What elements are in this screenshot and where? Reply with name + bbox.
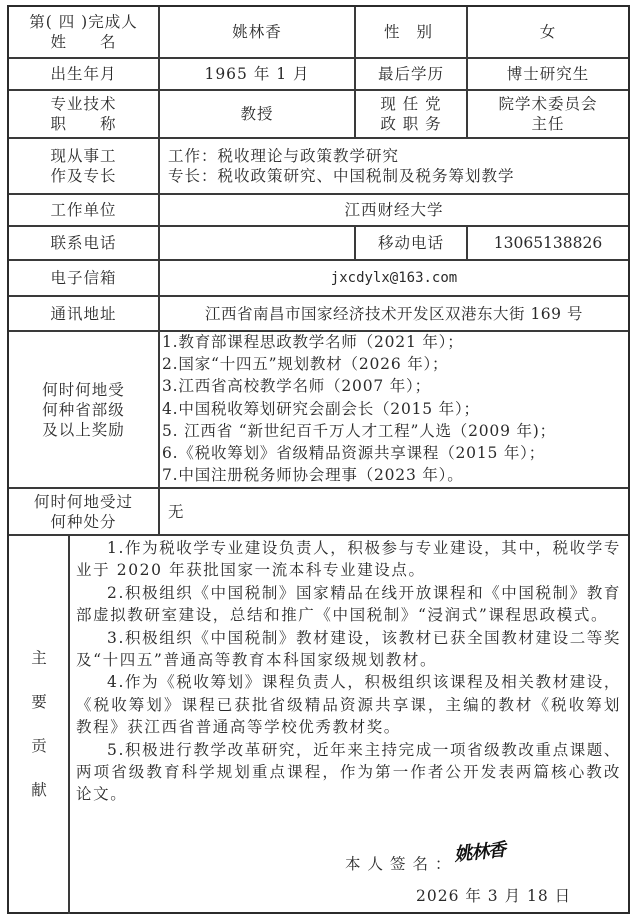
- handwritten-signature: 姚林香: [452, 839, 506, 866]
- contribution-paragraph: 3.积极组织《中国税制》教材建设，该教材已获全国教材建设二等奖及“十四五”普通高等教育本科国家级规划教材。: [76, 628, 621, 670]
- title-label: [9, 91, 158, 137]
- award-item: 3.江西省高校教学名师（2007 年）；: [162, 377, 431, 396]
- contributions-label-char: 要: [31, 693, 47, 711]
- contribution-paragraph: 2.积极组织《中国税制》国家精品在线开放课程和《中国税制》教育部虚拟教研室建设，总结和推广《中国税制》“浸润式”课程思政模式。: [76, 583, 621, 625]
- expertise-value: 专长：税收政策研究、中国税制及税务筹划教学: [168, 167, 515, 185]
- name-label-line2: 姓 名: [50, 33, 117, 51]
- phone-value: [160, 227, 354, 259]
- contributions-label: [9, 534, 69, 914]
- contributions-label-char: 主: [31, 649, 47, 667]
- awards-label-line3: 及以上奖励: [42, 420, 125, 439]
- party-position-value-line1: 院学术委员会: [498, 95, 598, 113]
- gender-label: 性 别: [384, 23, 438, 41]
- title-value: 教授: [240, 105, 274, 123]
- gender-value: 女: [539, 23, 557, 41]
- work-value: 工作：税收理论与政策教学研究: [168, 147, 400, 165]
- award-item: 6.《税收筹划》省级精品资源共享课程（2015 年）；: [162, 444, 546, 463]
- awards-label-line1: 何时何地受: [42, 380, 125, 399]
- title-label-line1: 专业技术: [50, 95, 117, 113]
- mobile-label: 移动电话: [377, 234, 444, 252]
- education-label: 最后学历: [377, 65, 444, 83]
- contribution-paragraph: 4.作为《税收筹划》课程负责人，积极组织该课程及相关教材建设，《税收筹划》课程已获批省级精品资源共享课，主编的教材《税收筹划教程》获江西省普通高等学校优秀教材奖。: [76, 673, 621, 737]
- work-expertise-label: [9, 139, 158, 193]
- work-expertise-value: [160, 139, 628, 193]
- name-value: 姚林香: [232, 23, 282, 41]
- work-expertise-label-line2: 作及专长: [50, 167, 117, 185]
- penalty-label-line2: 何种处分: [50, 512, 117, 531]
- penalty-label: [9, 489, 158, 534]
- phone-label: 联系电话: [50, 234, 117, 252]
- title-label-line2: 职 称: [50, 115, 117, 133]
- mobile-value: 13065138826: [493, 234, 603, 252]
- penalty-value: 无: [168, 502, 185, 521]
- education-value: 博士研究生: [506, 65, 590, 83]
- party-position-value-line2: 主任: [531, 115, 565, 133]
- award-item: 2.国家“十四五”规划教材（2026 年）；: [162, 355, 449, 374]
- award-item: 4.中国税收筹划研究会副会长（2015 年）；: [162, 399, 480, 418]
- work-unit-value: 江西财经大学: [344, 201, 444, 219]
- signature-date: 2026 年 3 月 18 日: [416, 887, 572, 905]
- birth-label: 出生年月: [50, 65, 117, 83]
- party-position-label-line1: 现 任 党: [380, 95, 442, 113]
- address-label: 通讯地址: [50, 304, 117, 323]
- awards-label-line2: 何种省部级: [42, 400, 125, 419]
- email-label: 电子信箱: [50, 269, 117, 287]
- party-position-label: [356, 91, 466, 137]
- signature-label: 本人签名：: [345, 855, 458, 873]
- awards-label: [9, 332, 158, 487]
- signature-row: [345, 839, 506, 874]
- contribution-paragraph: 5.积极进行教学改革研究，近年来主持完成一项省级教改重点课题、两项省级教育科学规划重点课程，作为第一作者公开发表两篇核心教改论文。: [76, 740, 621, 804]
- work-unit-label: 工作单位: [50, 201, 117, 219]
- name-label: [9, 7, 158, 57]
- row-divider: [9, 534, 628, 536]
- contributions-label-char: 献: [31, 781, 47, 799]
- contributions-label-char: 贡: [31, 737, 47, 755]
- name-label-line1: 第( 四 )完成人: [29, 13, 138, 31]
- party-position-label-line2: 政 职 务: [380, 115, 442, 133]
- contribution-paragraph: 1.作为税收学专业建设负责人，积极参与专业建设，其中，税收学专业于 2020 年获批国家一流本科专业建设点。: [76, 539, 621, 580]
- birth-value: 1965 年 1 月: [204, 65, 310, 83]
- penalty-label-line1: 何时何地受过: [33, 492, 133, 511]
- award-item: 7.中国注册税务师协会理事（2023 年）。: [162, 466, 464, 485]
- awards-list: [162, 331, 628, 486]
- address-value: 江西省南昌市国家经济技术开发区双港东大街 169 号: [205, 304, 583, 323]
- email-value: jxcdylx@163.com: [330, 270, 458, 286]
- award-item: 1.教育部课程思政教学名师（2021 年）；: [162, 333, 464, 351]
- party-position-value: [468, 91, 628, 137]
- award-item: 5. 江西省 “新世纪百千万人才工程”人选（2009 年)；: [162, 421, 556, 440]
- contributions-text: [76, 537, 621, 806]
- work-expertise-label-line1: 现从事工: [50, 147, 117, 165]
